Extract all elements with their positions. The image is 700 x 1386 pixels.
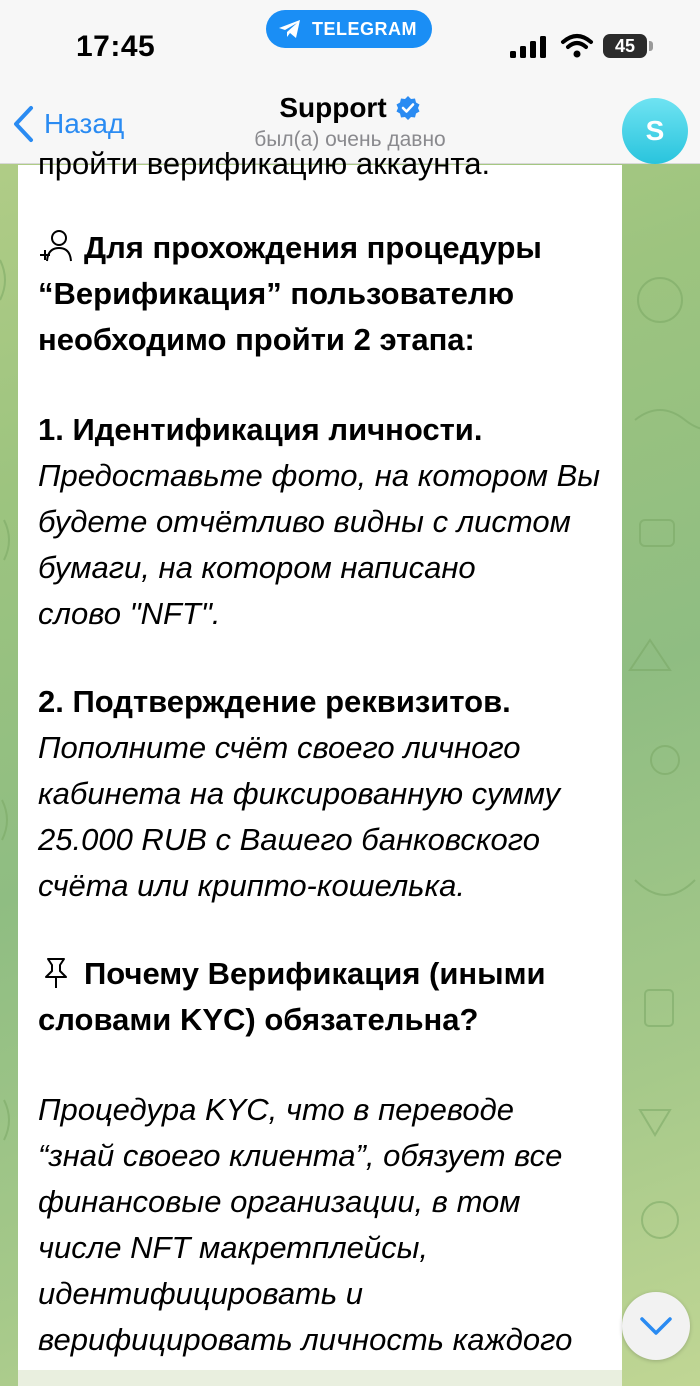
step2-line-1: Пополните счёт своего личного	[38, 730, 521, 765]
step2-line-3: 25.000 RUB с Вашего банковского	[38, 822, 540, 857]
chat-title	[279, 92, 420, 124]
step2-line-2: кабинета на фиксированную сумму	[38, 776, 560, 811]
why-line-1-text: Почему Верификация (иными	[84, 956, 546, 991]
battery-tip	[649, 41, 653, 51]
telegram-pill-label: TELEGRAM	[312, 18, 417, 39]
pushpin-icon	[38, 955, 74, 989]
chevron-left-icon	[12, 105, 34, 143]
scroll-to-bottom-button[interactable]	[622, 1292, 690, 1360]
step1-line-1: Предоставьте фото, на котором Вы	[38, 458, 601, 493]
kyc-line-5: идентифицировать и	[38, 1276, 364, 1311]
step2-line-4: счёта или крипто-кошелька.	[38, 868, 465, 903]
cellular-signal-icon	[510, 36, 548, 58]
kyc-line-1: Процедура KYC, что в переводе	[38, 1092, 514, 1127]
step1-line-4: слово "NFT".	[38, 596, 221, 631]
kyc-line-3: финансовые организации, в том	[38, 1184, 521, 1219]
chat-last-seen: был(а) очень давно	[254, 128, 446, 151]
kyc-line-2: “знай своего клиента”, обязует все	[38, 1138, 563, 1173]
kyc-line-6: верифицировать личность каждого	[38, 1322, 573, 1357]
avatar[interactable]: S	[622, 98, 688, 164]
why-line-1	[38, 951, 608, 997]
heading-line-3: необходимо пройти 2 этапа:	[38, 322, 475, 357]
person-add-icon	[38, 229, 74, 263]
input-bar-edge	[18, 1370, 622, 1386]
telegram-icon	[278, 18, 302, 40]
message-bubble	[18, 146, 622, 1370]
heading-line-1	[38, 225, 608, 271]
step1-line-2: будете отчётливо видны с листом	[38, 504, 571, 539]
status-bar	[0, 0, 700, 90]
battery-indicator: 45	[603, 34, 647, 58]
verified-badge-icon	[395, 95, 421, 121]
partial-message-line: пройти верификацию аккаунта.	[38, 146, 491, 181]
step1-title: 1. Идентификация личности.	[38, 412, 483, 447]
why-line-2: словами KYC) обязательна?	[38, 1002, 479, 1037]
chevron-down-icon	[639, 1316, 673, 1336]
step1-line-3: бумаги, на котором написано	[38, 550, 476, 585]
kyc-line-4: числе NFT макретплейсы,	[38, 1230, 429, 1265]
back-button[interactable]	[12, 102, 124, 146]
return-to-telegram-pill[interactable]	[266, 10, 432, 48]
heading-line-2: “Верификация” пользователю	[38, 276, 515, 311]
back-label: Назад	[44, 108, 125, 139]
heading-line-1-text: Для прохождения процедуры	[84, 230, 542, 265]
status-time: 17:45	[76, 30, 156, 63]
step2-title: 2. Подтверждение реквизитов.	[38, 684, 511, 719]
chat-title-text: Support	[279, 92, 387, 123]
wifi-icon	[561, 34, 593, 58]
